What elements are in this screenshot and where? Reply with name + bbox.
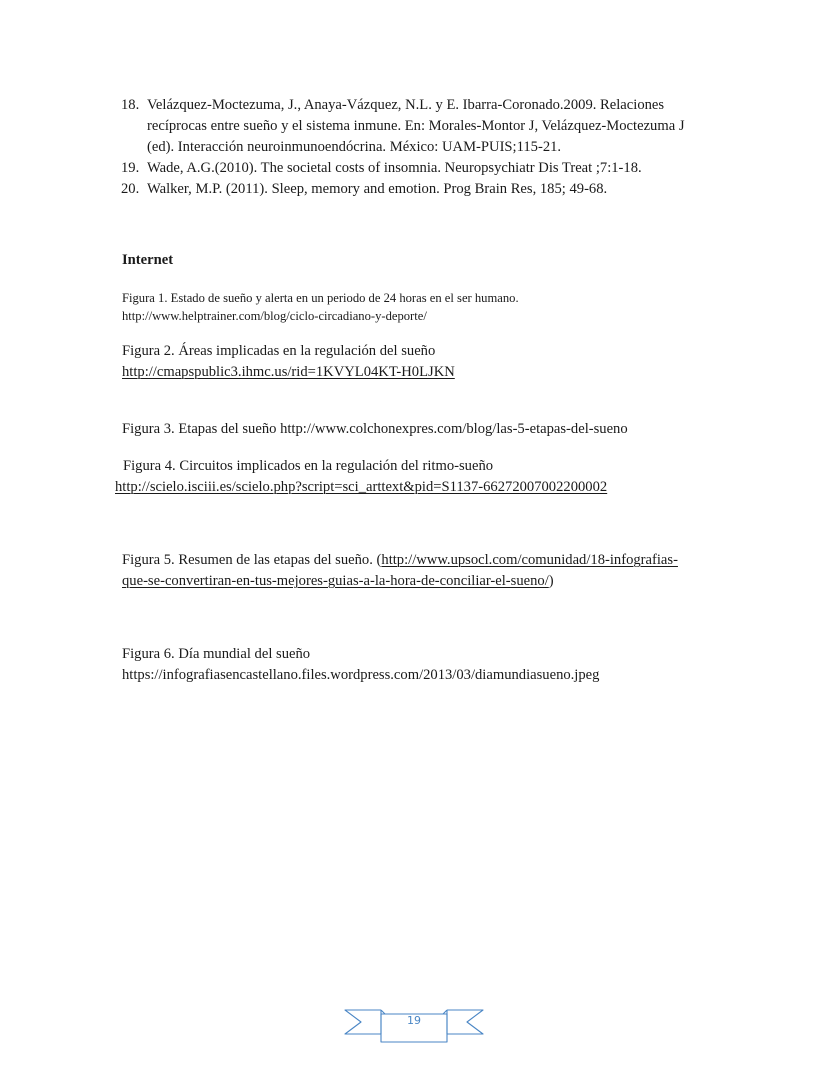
reference-text-line: Velázquez-Moctezuma, J., Anaya-Vázquez, N.L. y E. Ibarra-Coronado.2009. Relaciones (147, 97, 665, 113)
reference-number: 18. (121, 97, 140, 113)
figure-caption: Figura 3. Etapas del sueño http://www.colchonexpres.com/blog/las-5-etapas-del-sueno (122, 421, 628, 437)
figure-caption-line (122, 550, 678, 571)
figure-caption: Figura 1. Estado de sueño y alerta en un periodo de 24 horas en el ser humano. (122, 291, 519, 305)
figure-caption: Figura 6. Día mundial del sueño (122, 646, 311, 662)
figure-caption-suffix: ) (548, 573, 554, 589)
reference-number: 20. (121, 181, 140, 197)
figure-caption: Figura 5. Resumen de las etapas del sueño. ( (122, 552, 382, 568)
reference-text-line: (ed). Interacción neuroinmunoendócrina. México: UAM-PUIS;115-21. (147, 139, 562, 155)
figure-url-link[interactable]: http://www.upsocl.com/comunidad/18-infografias- (381, 552, 678, 568)
figure-url: https://infografiasencastellano.files.wordpress.com/2013/03/diamundiasueno.jpeg (122, 667, 600, 683)
reference-text-line: recíprocas entre sueño y el sistema inmune. En: Morales-Montor J, Velázquez-Moctezuma J (147, 118, 685, 134)
figure-caption: Figura 4. Circuitos implicados en la regulación del ritmo-sueño (123, 458, 494, 474)
figure-url-link[interactable]: http://scielo.isciii.es/scielo.php?script=sci_arttext&pid=S1137-66272007002200002 (115, 479, 608, 495)
reference-text-line: Walker, M.P. (2011). Sleep, memory and emotion. Prog Brain Res, 185; 49-68. (147, 181, 608, 197)
figure-caption: Figura 2. Áreas implicadas en la regulación del sueño (122, 343, 436, 359)
figure-url-link[interactable]: que-se-convertiran-en-tus-mejores-guias-a-la-hora-de-conciliar-el-sueno/ (122, 573, 549, 589)
figure-url: http://www.helptrainer.com/blog/ciclo-circadiano-y-deporte/ (122, 309, 427, 323)
reference-number: 19. (121, 160, 140, 176)
page-number: 19 (407, 1014, 421, 1027)
reference-text-line: Wade, A.G.(2010). The societal costs of insomnia. Neuropsychiatr Dis Treat ;7:1-18. (147, 160, 642, 176)
figure-caption-line (122, 571, 554, 592)
figure-url-link[interactable]: http://cmapspublic3.ihmc.us/rid=1KVYL04KT-H0LJKN (122, 364, 455, 380)
section-heading-internet: Internet (122, 252, 174, 268)
